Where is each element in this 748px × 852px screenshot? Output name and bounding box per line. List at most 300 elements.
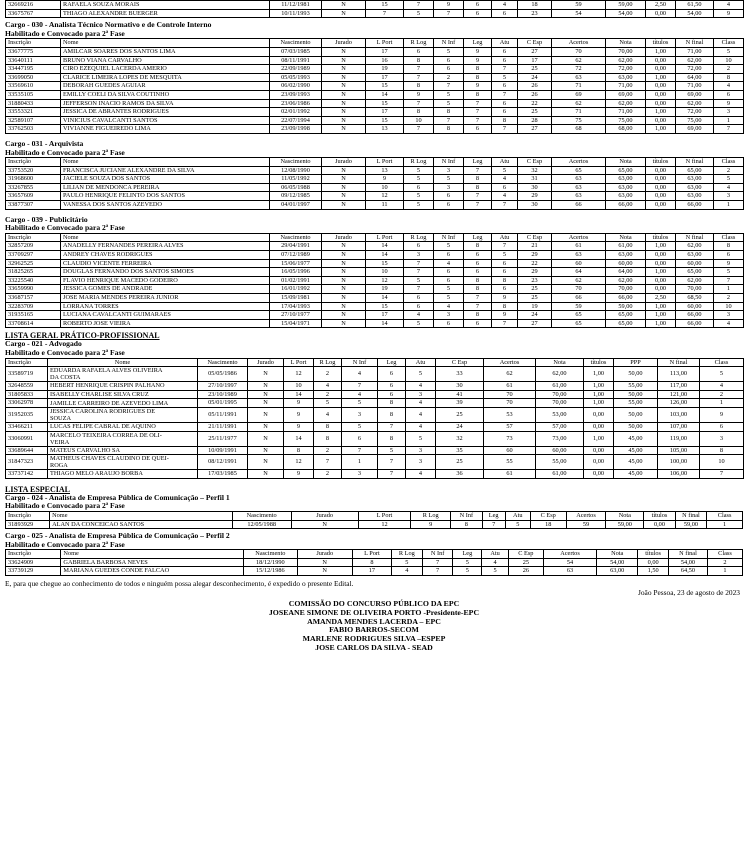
table-cell: 13 bbox=[366, 166, 404, 175]
column-header: R Log bbox=[404, 39, 434, 48]
table-cell: 18/12/1990 bbox=[244, 558, 297, 567]
table-cell: 1,00 bbox=[646, 242, 676, 251]
table-cell: 103,00 bbox=[658, 407, 700, 422]
column-header: PPP bbox=[614, 358, 658, 367]
table-cell: 8 bbox=[464, 90, 492, 99]
table-cell: 6 bbox=[492, 47, 518, 56]
table-cell: 33640111 bbox=[6, 56, 61, 65]
table-cell: 1,00 bbox=[584, 399, 614, 408]
table-cell: 5 bbox=[391, 558, 422, 567]
table-cell: 33659990 bbox=[6, 285, 61, 294]
table-cell: 45,00 bbox=[614, 446, 658, 455]
table-row bbox=[6, 285, 744, 294]
table-cell: 61 bbox=[552, 242, 606, 251]
table-cell: 68,50 bbox=[676, 294, 714, 303]
table-cell: N bbox=[322, 201, 366, 210]
table-cell: 39 bbox=[436, 399, 484, 408]
table-cell: 54 bbox=[552, 9, 606, 18]
table-cell: 6 bbox=[404, 302, 434, 311]
table-cell: 32589107 bbox=[6, 116, 61, 125]
table-cell: N bbox=[322, 242, 366, 251]
table-cell: 2 bbox=[434, 73, 464, 82]
table-cell: 23/10/1989 bbox=[198, 390, 248, 399]
table-row bbox=[6, 90, 744, 99]
table-row bbox=[6, 294, 744, 303]
table-cell: 0,00 bbox=[646, 183, 676, 192]
name-line: DA COSTA bbox=[50, 374, 81, 382]
column-header: Leg bbox=[482, 511, 505, 520]
column-header: Class bbox=[700, 358, 744, 367]
table-row bbox=[6, 407, 744, 422]
table-cell: 7 bbox=[378, 422, 406, 431]
table-cell: 8 bbox=[492, 116, 518, 125]
table-cell-name bbox=[48, 422, 198, 431]
column-header: L Port bbox=[358, 511, 410, 520]
table-cell: 27 bbox=[518, 47, 552, 56]
table-cell: 7 bbox=[464, 108, 492, 117]
table-cell-name: FRANCISCA JUCIANE ALEXANDRE DA SILVA bbox=[61, 166, 270, 175]
table-cell: 50,00 bbox=[614, 407, 658, 422]
table-cell-name: ANDREY CHAVES RODRIGUES bbox=[61, 251, 270, 260]
table-row bbox=[6, 242, 744, 251]
table-cell: 72 bbox=[552, 65, 606, 74]
table-cell: 4 bbox=[714, 319, 744, 328]
table-cell-name: VINICIUS CAVALCANTI SANTOS bbox=[61, 116, 270, 125]
table-cell: N bbox=[322, 99, 366, 108]
table-cell: 63,00 bbox=[676, 183, 714, 192]
table-cell: 05/05/1986 bbox=[198, 367, 248, 382]
table-cell: 60,00 bbox=[676, 259, 714, 268]
table-cell: 27/10/1977 bbox=[270, 311, 322, 320]
table-cell: 06/02/1990 bbox=[270, 82, 322, 91]
table-cell: 7 bbox=[366, 9, 404, 18]
table-cell: 8 bbox=[352, 558, 391, 567]
table-cell-name: LUCIANA CAVALCANTI GUIMARAES bbox=[61, 311, 270, 320]
table-cell: 7 bbox=[404, 125, 434, 134]
table-cell: 8 bbox=[492, 276, 518, 285]
table-cell: 53 bbox=[484, 407, 536, 422]
table-cell: 25 bbox=[518, 65, 552, 74]
table-cell: 33877307 bbox=[6, 201, 61, 210]
table-cell: 7 bbox=[464, 99, 492, 108]
table-cell: 57 bbox=[484, 422, 536, 431]
table-cell: 61 bbox=[484, 382, 536, 391]
table-cell: 59,00 bbox=[606, 302, 646, 311]
table-row bbox=[6, 470, 744, 479]
table-cell: 08/12/1991 bbox=[198, 455, 248, 470]
column-header: Inscrição bbox=[6, 550, 61, 559]
column-header: Nome bbox=[61, 39, 270, 48]
table-cell: 4 bbox=[342, 367, 378, 382]
table-cell: 33753520 bbox=[6, 166, 61, 175]
table-cell: 29 bbox=[518, 268, 552, 277]
table-cell: 0,00 bbox=[584, 446, 614, 455]
column-header: L Port bbox=[284, 358, 314, 367]
table-cell: 7 bbox=[434, 116, 464, 125]
table-cell: 15/12/1986 bbox=[244, 567, 297, 576]
table-cell: 6 bbox=[492, 285, 518, 294]
table-cell: 33687157 bbox=[6, 294, 61, 303]
table-cell: 19 bbox=[366, 285, 404, 294]
cargo-039-title: Cargo - 039 - Publicitário bbox=[5, 214, 88, 224]
table-cell: N bbox=[248, 446, 284, 455]
table-cell: N bbox=[322, 166, 366, 175]
table-cell: 8 bbox=[434, 108, 464, 117]
table-cell: 6 bbox=[714, 251, 744, 260]
table-cell: 32962525 bbox=[6, 259, 61, 268]
table-cell: N bbox=[322, 268, 366, 277]
table-cell: 17/04/1993 bbox=[270, 302, 322, 311]
table-cell: 33699050 bbox=[6, 73, 61, 82]
table-cell: 7 bbox=[714, 125, 744, 134]
table-cell: 63,00 bbox=[606, 73, 646, 82]
table-cell: 6 bbox=[492, 99, 518, 108]
table-cell: 2 bbox=[708, 558, 743, 567]
table-cell-name bbox=[48, 431, 198, 446]
table-cell: 9 bbox=[284, 470, 314, 479]
table-cell: 10 bbox=[284, 382, 314, 391]
table-cell: 26 bbox=[508, 567, 543, 576]
table-cell: 15/06/1977 bbox=[270, 259, 322, 268]
table-cell: 1,00 bbox=[584, 367, 614, 382]
table-cell: 62,00 bbox=[676, 56, 714, 65]
table-cell-name: GABRIELA BARBOSA NEVES bbox=[61, 558, 244, 567]
table-cell: 62,00 bbox=[606, 276, 646, 285]
table-cell: 4 bbox=[342, 390, 378, 399]
table-cell: N bbox=[248, 382, 284, 391]
table-cell: 100,00 bbox=[658, 455, 700, 470]
cargo-039-subtitle: Habilitado e Convocado para 2ª Fase bbox=[5, 223, 125, 233]
table-cell: 23/09/1993 bbox=[270, 90, 322, 99]
table-cell: 63 bbox=[543, 567, 596, 576]
table-cell: 61,50 bbox=[676, 1, 714, 10]
table-cell: N bbox=[322, 47, 366, 56]
table-cell: 66,00 bbox=[676, 311, 714, 320]
column-header: R Log bbox=[391, 550, 422, 559]
table-cell: 71,00 bbox=[676, 82, 714, 91]
table-cell: 5 bbox=[492, 166, 518, 175]
column-header: Jurado bbox=[297, 550, 352, 559]
table-cell: 63,00 bbox=[676, 251, 714, 260]
table-cell: 9 bbox=[464, 47, 492, 56]
table-cell: 7 bbox=[464, 302, 492, 311]
table-cell: 8 bbox=[700, 446, 744, 455]
table-cell: 7 bbox=[404, 268, 434, 277]
table-cell: 62 bbox=[552, 276, 606, 285]
table-cell: 8 bbox=[714, 242, 744, 251]
table-cell: 12 bbox=[366, 276, 404, 285]
name-line: MATHEUS CHAVES CLAUDINO DE QUEI- bbox=[50, 455, 169, 463]
table-cell: 1 bbox=[714, 285, 744, 294]
table-cell: 6 bbox=[434, 276, 464, 285]
table-cell: 0,00 bbox=[646, 251, 676, 260]
table-cell: 17/03/1985 bbox=[198, 470, 248, 479]
table-cell: 7 bbox=[404, 73, 434, 82]
table-cell: 59 bbox=[552, 1, 606, 10]
table-cell: 32 bbox=[436, 431, 484, 446]
table-cell: 10 bbox=[714, 302, 744, 311]
table-cell: 0,00 bbox=[584, 455, 614, 470]
table-row bbox=[6, 390, 744, 399]
table-cell-name: MARIANA GUEDES CONDE FALCAO bbox=[61, 567, 244, 576]
column-header: Atu bbox=[492, 233, 518, 242]
table-cell: 8 bbox=[464, 175, 492, 184]
column-header: R Log bbox=[404, 158, 434, 167]
table-cell: 54 bbox=[543, 558, 596, 567]
table-cell: 21 bbox=[518, 242, 552, 251]
table-cell: N bbox=[322, 125, 366, 134]
table-cell: 14 bbox=[284, 390, 314, 399]
table-cell: 33225540 bbox=[6, 276, 61, 285]
column-header: Nascimento bbox=[244, 550, 297, 559]
table-cell: 9 bbox=[492, 311, 518, 320]
table-cell-name bbox=[48, 455, 198, 470]
table-cell: 63,00 bbox=[676, 192, 714, 201]
table-cell: 8 bbox=[378, 431, 406, 446]
table-cell: 31847323 bbox=[6, 455, 48, 470]
table-cell: 29/04/1991 bbox=[270, 242, 322, 251]
table-cell: 1,00 bbox=[646, 125, 676, 134]
column-header: títulos bbox=[646, 158, 676, 167]
table-cell: 59,00 bbox=[606, 520, 644, 529]
table-row bbox=[6, 47, 744, 56]
table-cell: 6 bbox=[464, 268, 492, 277]
table-cell: 01/02/1991 bbox=[270, 276, 322, 285]
table-cell: 9 bbox=[411, 520, 451, 529]
table-cell: 2 bbox=[314, 390, 342, 399]
table-cell: 31968600 bbox=[6, 175, 61, 184]
table-row bbox=[6, 99, 744, 108]
column-header: Jurado bbox=[322, 39, 366, 48]
table-cell: 4 bbox=[404, 311, 434, 320]
table-cell: 0,00 bbox=[646, 276, 676, 285]
table-row bbox=[6, 201, 744, 210]
signature-line: MARLENE RODRIGUES SILVA –ESPEP bbox=[302, 634, 446, 644]
table-cell: 33569610 bbox=[6, 82, 61, 91]
table-cell: 62,00 bbox=[676, 242, 714, 251]
table-cell: 3 bbox=[700, 431, 744, 446]
table-cell: N bbox=[322, 276, 366, 285]
table-cell: 66,00 bbox=[676, 319, 714, 328]
table-cell: 17 bbox=[366, 311, 404, 320]
table-cell: N bbox=[248, 431, 284, 446]
table-cell: 3 bbox=[404, 251, 434, 260]
table-cell: 5 bbox=[453, 567, 482, 576]
table-cell: 04/01/1997 bbox=[270, 201, 322, 210]
table-cell: 18 bbox=[530, 520, 566, 529]
column-header: Jurado bbox=[322, 158, 366, 167]
table-cell: 65 bbox=[552, 311, 606, 320]
table-cell: 5 bbox=[700, 367, 744, 382]
table-cell: 16/01/1992 bbox=[270, 285, 322, 294]
column-header: Inscrição bbox=[6, 358, 48, 367]
table-cell: 2 bbox=[714, 166, 744, 175]
table-cell: 6 bbox=[404, 242, 434, 251]
table-cell: 6 bbox=[714, 90, 744, 99]
table-cell: 30 bbox=[436, 382, 484, 391]
table-cell-name: JACIELE SOUZA DOS SANTOS bbox=[61, 175, 270, 184]
table-cell: 31880433 bbox=[6, 99, 61, 108]
table-cell: 12 bbox=[284, 455, 314, 470]
table-cell: 106,00 bbox=[658, 470, 700, 479]
table-cell: 64,00 bbox=[606, 268, 646, 277]
name-line: EDUARDA RAFAELA ALVES OLIVEIRA bbox=[50, 367, 163, 375]
table-cell: 60,00 bbox=[536, 446, 584, 455]
table-cell: 59 bbox=[566, 520, 606, 529]
table-cell: 12/08/1990 bbox=[270, 166, 322, 175]
table-row bbox=[6, 251, 744, 260]
table-cell: 3 bbox=[406, 455, 436, 470]
table-cell: 63,00 bbox=[676, 175, 714, 184]
column-header: Atu bbox=[492, 158, 518, 167]
table-cell: 9 bbox=[404, 90, 434, 99]
table-cell: 8 bbox=[464, 242, 492, 251]
column-header: Acertos bbox=[552, 158, 606, 167]
table-cell: 65,00 bbox=[606, 311, 646, 320]
table-cell: 3 bbox=[434, 166, 464, 175]
table-cell: 5 bbox=[434, 175, 464, 184]
column-header: Nascimento bbox=[198, 358, 248, 367]
table-cell: 63,00 bbox=[606, 192, 646, 201]
table-cell-name: JESSICA DE ABRANTES RODRIGUES bbox=[61, 108, 270, 117]
table-cell: 2,50 bbox=[646, 294, 676, 303]
table-cell: 6 bbox=[434, 251, 464, 260]
table-row bbox=[6, 259, 744, 268]
table-cell: 9 bbox=[714, 99, 744, 108]
table-cell: 33624909 bbox=[6, 558, 61, 567]
table-cell: 09/12/1985 bbox=[270, 192, 322, 201]
table-cell: 23 bbox=[518, 276, 552, 285]
table-cell: 5 bbox=[714, 47, 744, 56]
table-row bbox=[6, 558, 743, 567]
column-header: Acertos bbox=[543, 550, 596, 559]
column-header: N Inf bbox=[434, 233, 464, 242]
table-cell: 19 bbox=[518, 302, 552, 311]
table-row bbox=[6, 1, 744, 10]
table-cell: 6 bbox=[492, 183, 518, 192]
table-cell: 25 bbox=[518, 294, 552, 303]
table-cell: 54,00 bbox=[597, 558, 638, 567]
table-cell: 3 bbox=[714, 108, 744, 117]
table-cell: 14 bbox=[284, 431, 314, 446]
lista-especial-title: LISTA ESPECIAL bbox=[5, 484, 70, 494]
column-header: títulos bbox=[646, 233, 676, 242]
table-cell: 7 bbox=[378, 470, 406, 479]
table-cell: 31893929 bbox=[6, 520, 50, 529]
table-cell: 54,00 bbox=[669, 558, 708, 567]
table-cell: 62,00 bbox=[676, 99, 714, 108]
table-cell: 55 bbox=[484, 455, 536, 470]
table-cell: 63,00 bbox=[597, 567, 638, 576]
table-cell: 33535105 bbox=[6, 90, 61, 99]
table-cell-name: CLAUDIO VICENTE FERREIRA bbox=[61, 259, 270, 268]
cargo-039-table bbox=[5, 233, 744, 329]
table-cell: 30 bbox=[518, 201, 552, 210]
column-header: N Inf bbox=[422, 550, 453, 559]
table-cell: 16/05/1996 bbox=[270, 268, 322, 277]
column-header: Class bbox=[714, 39, 744, 48]
column-header: Nome bbox=[50, 511, 233, 520]
table-cell: 32283709 bbox=[6, 302, 61, 311]
table-cell: 4 bbox=[406, 399, 436, 408]
table-cell-name bbox=[48, 446, 198, 455]
column-header: R Log bbox=[404, 233, 434, 242]
table-cell: 14 bbox=[366, 90, 404, 99]
table-cell: 5 bbox=[492, 73, 518, 82]
table-cell: 0,00 bbox=[584, 470, 614, 479]
table-cell: N bbox=[322, 65, 366, 74]
table-cell: 4 bbox=[492, 192, 518, 201]
column-header: Nota bbox=[597, 550, 638, 559]
table-cell: N bbox=[322, 116, 366, 125]
table-cell: 119,00 bbox=[658, 431, 700, 446]
table-cell: 10 bbox=[714, 56, 744, 65]
table-cell: 70,00 bbox=[606, 285, 646, 294]
table-cell: 15/04/1971 bbox=[270, 319, 322, 328]
table-cell: 126,00 bbox=[658, 399, 700, 408]
table-cell: 1,00 bbox=[646, 302, 676, 311]
table-cell: N bbox=[322, 56, 366, 65]
table-cell: 17 bbox=[352, 567, 391, 576]
table-cell: 17 bbox=[518, 56, 552, 65]
table-cell: 45,00 bbox=[614, 470, 658, 479]
table-cell: 26 bbox=[518, 90, 552, 99]
table-cell: 3 bbox=[434, 183, 464, 192]
table-cell: 70,00 bbox=[676, 285, 714, 294]
table-row bbox=[6, 183, 744, 192]
table-cell: 2 bbox=[714, 294, 744, 303]
table-cell: 31825265 bbox=[6, 268, 61, 277]
table-cell: 10 bbox=[366, 268, 404, 277]
table-cell: 65,00 bbox=[676, 166, 714, 175]
table-cell: 0,00 bbox=[646, 9, 676, 18]
table-cell: 6 bbox=[434, 65, 464, 74]
table-cell: 6 bbox=[342, 431, 378, 446]
table-cell: 61,00 bbox=[536, 382, 584, 391]
table-row bbox=[6, 268, 744, 277]
table-cell: 25 bbox=[436, 407, 484, 422]
table-cell-name bbox=[48, 407, 198, 422]
table-cell: 3 bbox=[342, 470, 378, 479]
table-cell: 8 bbox=[434, 125, 464, 134]
table-cell-name bbox=[48, 367, 198, 382]
table-cell: 6 bbox=[492, 9, 518, 18]
table-cell: 4 bbox=[714, 183, 744, 192]
table-cell: N bbox=[322, 183, 366, 192]
cargo-031-table bbox=[5, 157, 744, 210]
cargo-024-subtitle: Habilitado e Convocado para 2ª Fase bbox=[5, 501, 125, 511]
table-cell: 4 bbox=[406, 422, 436, 431]
table-row bbox=[6, 116, 744, 125]
table-cell: 5 bbox=[434, 47, 464, 56]
table-cell: 12/05/1988 bbox=[232, 520, 291, 529]
table-cell: 0,00 bbox=[646, 201, 676, 210]
name-line: VEIRA bbox=[50, 438, 70, 446]
column-header: Nome bbox=[61, 158, 270, 167]
column-header: N final bbox=[676, 233, 714, 242]
table-cell-name: JEFFERSON INACIO RAMOS DA SILVA bbox=[61, 99, 270, 108]
table-cell: 62,00 bbox=[676, 276, 714, 285]
table-row bbox=[6, 166, 744, 175]
table-cell: 30 bbox=[518, 183, 552, 192]
table-cell: 1,00 bbox=[646, 319, 676, 328]
lista-pratico-title: LISTA GERAL PRÁTICO-PROFISSIONAL bbox=[5, 331, 160, 341]
table-cell: 5 bbox=[404, 175, 434, 184]
table-cell: 16 bbox=[366, 56, 404, 65]
column-header: N Inf bbox=[342, 358, 378, 367]
column-header: Jurado bbox=[322, 233, 366, 242]
table-cell: 53,00 bbox=[536, 407, 584, 422]
